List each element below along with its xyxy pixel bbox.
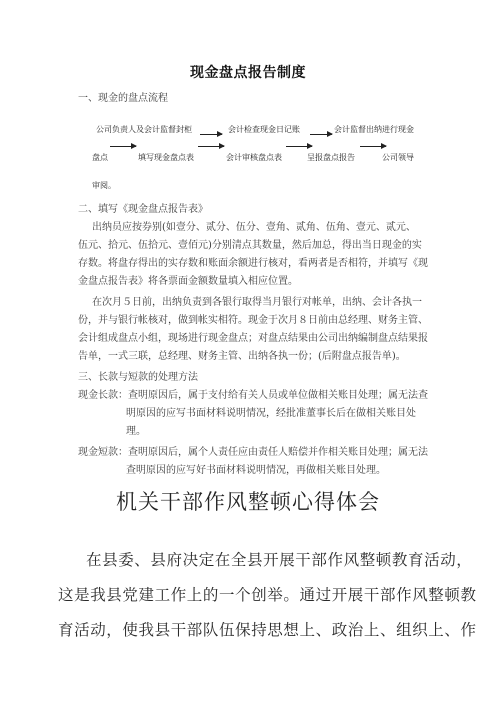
paragraph-line: 存数。将盘存得出的实存数和账面余额进行核对，看两者是否相符，并填写《现 bbox=[78, 258, 428, 269]
flow-step: 呈报盘点报告 bbox=[307, 153, 355, 162]
section-heading-2: 二、填写《现金盘点报告表》 bbox=[78, 204, 208, 215]
paragraph-line: 份，并与银行帐核对，做到帐实相符。现金于次月８日前由总经理、财务主管、 bbox=[78, 315, 428, 326]
section-heading-3: 三、长款与短款的处理方法 bbox=[78, 372, 198, 383]
paragraph-line: 会计组成盘点小组，现场进行现金盘点；对盘点结果由公司出纳编制盘点结果报 bbox=[78, 333, 428, 344]
flow-step: 公司领导 bbox=[382, 153, 414, 162]
section-heading-1: 一、现金的盘点流程 bbox=[78, 93, 168, 104]
paragraph-line: 伍元、拾元、伍拾元、壹佰元)分别清点其数量，然后加总，得出当日现金的实 bbox=[78, 240, 422, 251]
paragraph-line: 出纳员应按券别(如壹分、贰分、伍分、壹角、贰角、伍角、壹元、贰元、 bbox=[92, 222, 416, 233]
paragraph-line: 查明原因的应写好书面材料说明情况，再做相关账目处理。 bbox=[126, 465, 386, 476]
flow-step: 盘点 bbox=[92, 153, 108, 162]
flow-step: 会计审核盘点表 bbox=[226, 153, 282, 162]
flow-step: 填写现金盘点表 bbox=[138, 153, 194, 162]
paragraph-line: 现金短款：查明原因后，属个人责任应由责任人赔偿并作相关账目处理；属无法 bbox=[78, 447, 428, 458]
paragraph-line: 在次月５日前，出纳负责到各银行取得当月银行对帐单，出纳、会计各执一 bbox=[92, 297, 422, 308]
flow-arrow bbox=[200, 134, 222, 135]
document-title: 现金盘点报告制度 bbox=[190, 65, 306, 81]
flow-arrow bbox=[360, 146, 386, 147]
flow-step: 审阅。 bbox=[92, 181, 116, 190]
paragraph-line: 明原因的应写书面材料说明情况，经批准董事长后在做相关账目处 bbox=[126, 408, 416, 419]
paragraph-line: 金盘点报告表》将各票面金额数量填入相应位置。 bbox=[78, 276, 298, 287]
flow-step: 公司负责人及会计监督封柜 bbox=[96, 125, 192, 134]
flow-arrow bbox=[198, 146, 224, 147]
paragraph-line: 现金长款：查明原因后，属于支付给有关人员或单位做相关账目处理；属无法查 bbox=[78, 390, 428, 401]
article-paragraph-line: 在县委、县府决定在全县开展干部作风整顿教育活动， bbox=[86, 551, 473, 569]
paragraph-line: 告单，一式三联，总经理、财务主管、出纳各执一份；(后附盘点报告单)。 bbox=[78, 351, 406, 362]
paragraph-line: 理。 bbox=[126, 426, 146, 437]
article-title: 机关干部作风整顿心得体会 bbox=[116, 490, 380, 514]
flow-step: 会计监督出纳进行现金 bbox=[334, 125, 414, 134]
flow-arrow bbox=[286, 146, 312, 147]
article-paragraph-line: 这是我县党建工作上的一个创举。通过开展干部作风整顿教 bbox=[58, 586, 477, 604]
flow-arrow bbox=[310, 134, 332, 135]
flow-arrow bbox=[110, 146, 136, 147]
article-paragraph-line: 育活动，使我县干部队伍保持思想上、政治上、组织上、作 bbox=[58, 621, 477, 639]
flow-step: 会计检查现金日记账 bbox=[228, 125, 300, 134]
